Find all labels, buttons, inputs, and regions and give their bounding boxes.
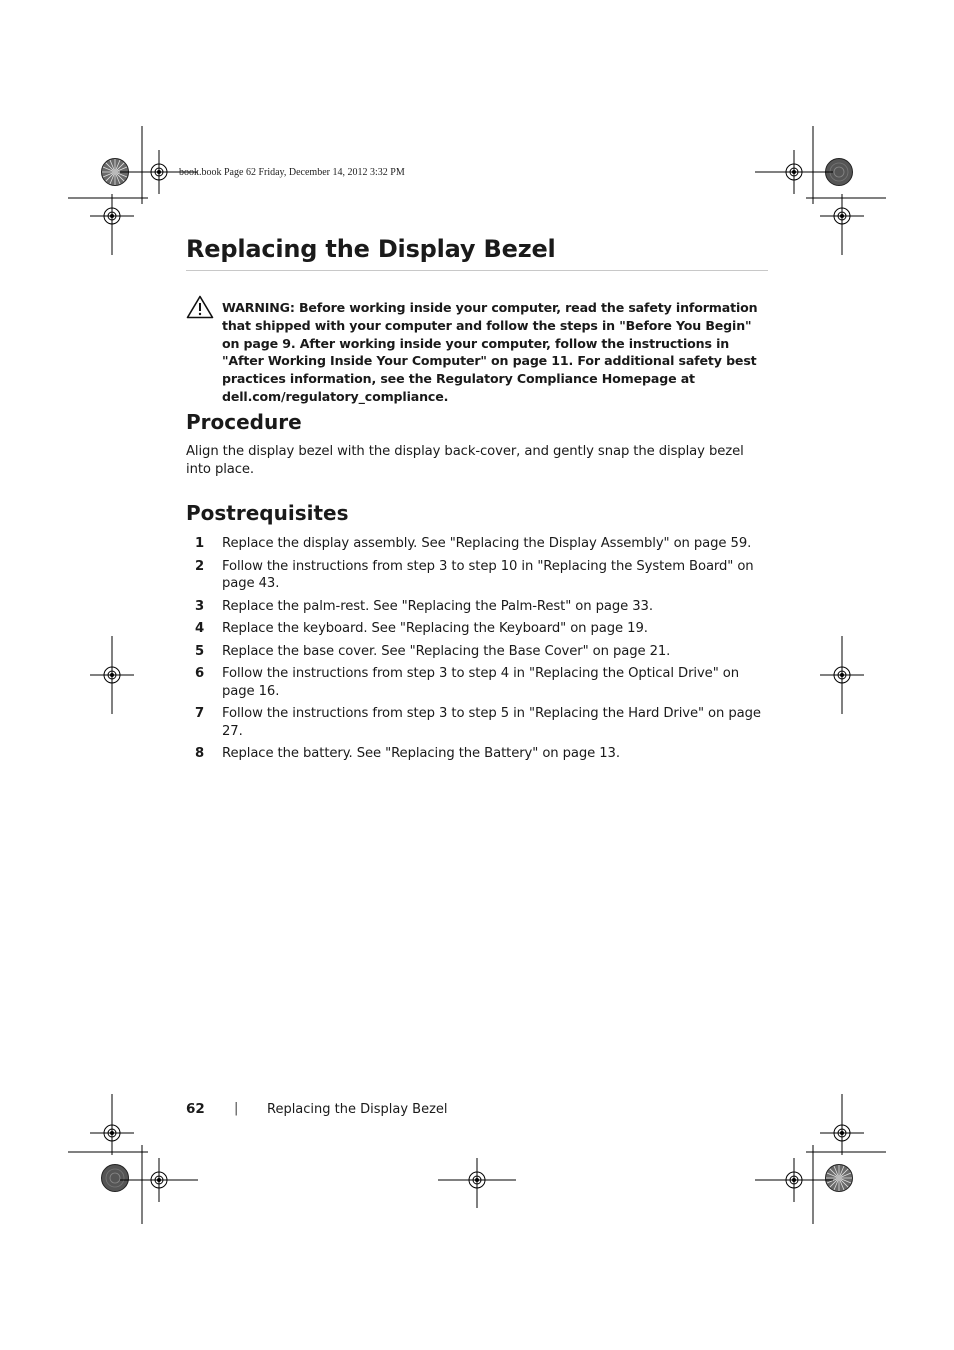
warning-triangle-icon [186,295,214,319]
list-item [186,665,770,700]
step-number: 1 [195,536,205,551]
list-item [186,620,770,638]
page-number: 62 [186,1101,205,1117]
step-number: 6 [195,666,205,681]
list-item [186,643,770,661]
print-stamp: book.book Page 62 Friday, December 14, 2012 3:32 PM [179,167,405,178]
warning-text: WARNING: Before working inside your computer, read the safety information that shipped with your computer and follow the steps in "Before You Begin" on page 9. After working inside your computer, follow the instructions in "After Working Inside Your Computer" on page 11. For additional safety best practices information, see the Regulatory Compliance Homepage at dell.com/regulatory_compliance. [222,300,758,404]
step-number: 4 [195,621,205,636]
step-text: Follow the instructions from step 3 to step 10 in "Replacing the System Board" on page 43. [222,558,754,591]
step-text: Replace the keyboard. See "Replacing the Keyboard" on page 19. [222,621,648,636]
footer-section-title: Replacing the Display Bezel [267,1102,448,1117]
page-title: Replacing the Display Bezel [186,235,556,263]
step-text: Replace the base cover. See "Replacing the Base Cover" on page 21. [222,643,671,659]
step-text: Replace the battery. See "Replacing the Battery" on page 13. [222,746,620,761]
title-divider [186,270,768,271]
procedure-heading: Procedure [186,410,302,434]
postrequisites-list [186,535,770,768]
step-text: Replace the palm-rest. See "Replacing the Palm-Rest" on page 33. [222,598,653,614]
step-text: Follow the instructions from step 3 to step 5 in "Replacing the Hard Drive" on page 27. [222,706,761,739]
footer-separator: | [234,1101,239,1116]
step-number: 2 [195,558,205,574]
step-number: 8 [195,746,205,761]
postrequisites-heading: Postrequisites [186,501,349,525]
list-item [186,535,770,553]
list-item [186,558,770,593]
procedure-text: Align the display bezel with the display back-cover, and gently snap the display bezel into place. [186,444,744,477]
step-text: Follow the instructions from step 3 to step 4 in "Replacing the Optical Drive" on page 16. [222,666,739,699]
step-text: Replace the display assembly. See "Replacing the Display Assembly" on page 59. [222,536,752,551]
step-number: 5 [195,643,205,659]
step-number: 3 [195,598,205,614]
list-item [186,598,770,616]
list-item [186,745,770,763]
list-item [186,705,770,740]
step-number: 7 [195,706,205,721]
